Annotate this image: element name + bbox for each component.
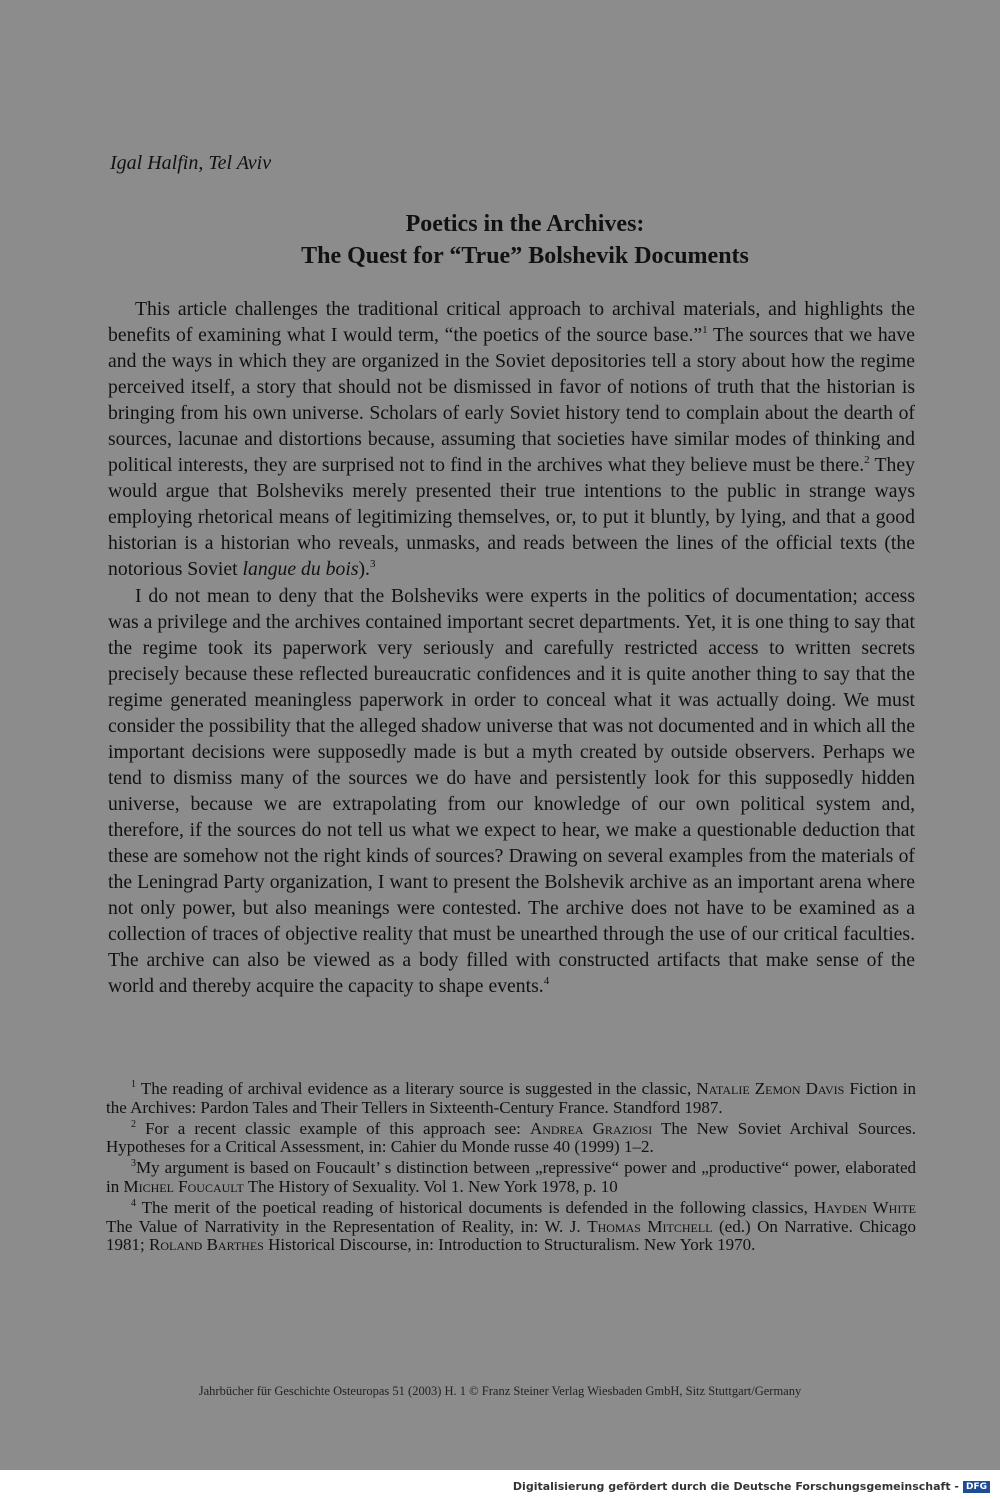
footnotes [106, 1080, 916, 1257]
author-line: Igal Halfin, Tel Aviv [110, 152, 272, 174]
footnote-3: $^3$My argument is based on Foucault’ s distinction between „repressive“ power and „productive“ power, elaborated in Michel Foucault The History of Sexuality. Vol 1. New York 1978, p. 10 [106, 1158, 916, 1196]
article-title-line-2: The Quest for “True” Bolshevik Documents [301, 243, 749, 269]
footnote-ref-1[interactable]: 1 [702, 324, 708, 337]
footnote-4: $^4$ The merit of the poetical reading of historical documents is defended in the following classics, Hayden White The Value of Narrativity in the Representation of Reality, in: W. J. Thomas Mitchell (ed.) On Narrative. Chicago 1981; Roland Barthes Historical Discourse, in: Introduction to Structuralism. New York 1970. [106, 1197, 917, 1255]
footnote-1: $^1$ The reading of archival evidence as a literary source is suggested in the classic, Natalie Zemon Davis Fiction in the Archives: Pardon Tales and Their Tellers in Sixteenth-Century France. Standford 1987. [106, 1079, 916, 1117]
paragraph-2: I do not mean to deny that the Bolsheviks were experts in the politics of documentation; access was a privilege and the archives contained important secret departments. Yet, it is one thing to say that the regime took its paperwork very seriously and carefully restricted access to written secrets precisely because these reflected bureaucratic confidences and it is quite another thing to say that the regime generated meaningless paperwork in order to conceal what it was actually doing. We must consider the possibility that the alleged shadow universe that was not documented and in which all the important decisions were supposedly made is but a myth created by outside observers. Perhaps we tend to dismiss many of the sources we do have and persistently look for this supposedly hidden universe, because we are extrapolating from our knowledge of our own political system and, therefore, if the sources do not tell us what we expect to hear, we make a questionable deduction that these are somehow not the right kinds of sources? Drawing on several examples from the materials of the Leningrad Party organization, I want to present the Bolshevik archive as an important arena where not only power, but also meanings were contested. The archive does not have to be examined as a collection of traces of objective reality that must be unearthed through the use of our critical faculties. The archive can also be viewed as a body filled with constructed artifacts that make sense of the world and thereby acquire the capacity to shape events.$^4$ [108, 584, 915, 998]
dfg-logo-icon: DFG [963, 1481, 990, 1493]
paragraph-1: This article challenges the traditional critical approach to archival materials, and highlights the benefits of examining what I would term, “the poetics of the source base.”$^1$ The sources that we have and the ways in which they are organized in the Soviet depositories tell a story about how the regime perceived itself, a story that should not be dismissed in favor of notions of truth that the historian is bringing from his own universe. Scholars of early Soviet history tend to complain about the dearth of sources, lacunae and distortions because, assuming that societies have similar modes of thinking and political interests, they are surprised not to find in the archives what they believe must be there.$^2$ They would argue that Bolsheviks merely presented their true intentions to the public in strange ways employing rhetorical means of legitimizing themselves, or, to put it bluntly, by lying, and that a good historian is a historian who reveals, unmasks, and reads between the lines of the official texts (the notorious Soviet langue du bois).$^3$ [108, 298, 916, 581]
article-body [108, 296, 915, 999]
article-title-line-1: Poetics in the Archives: [405, 211, 645, 237]
footnote-ref-2[interactable]: 2 [864, 454, 870, 467]
digitization-footer [513, 1480, 990, 1493]
journal-citation: Jahrbücher für Geschichte Osteuropas 51 (2003) H. 1 © Franz Steiner Verlag Wiesbaden GmbH, Sitz Stuttgart/Germany [198, 1384, 802, 1398]
footnote-ref-3[interactable]: 3 [369, 558, 376, 571]
footer-text: Digitalisierung gefördert durch die Deutsche Forschungsgemeinschaft - [512, 1480, 959, 1493]
footnote-ref-4[interactable]: 4 [543, 975, 550, 988]
footnote-2: $^2$ For a recent classic example of this approach see: Andrea Graziosi The New Soviet Archival Sources. Hypotheses for a Critical Assessment, in: Cahier du Monde russe 40 (1999) 1–2. [106, 1118, 917, 1157]
